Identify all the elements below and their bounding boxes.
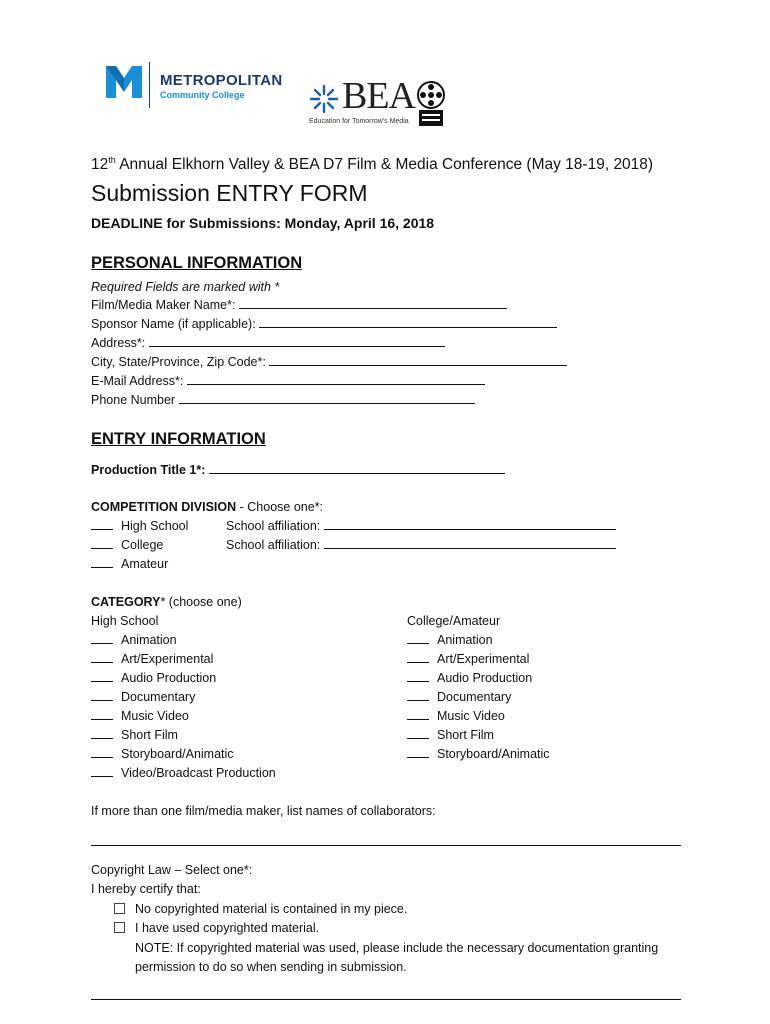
category-heading: CATEGORY [91, 595, 161, 609]
copyright-heading: Copyright Law – Select one*: [91, 863, 253, 877]
hs-affiliation[interactable] [226, 517, 616, 536]
field-label: E-Mail Address*: [91, 374, 187, 388]
option-label: Documentary [121, 690, 196, 704]
mcc-divider [149, 62, 150, 108]
conference-title-pre: 12 [91, 156, 109, 174]
field-blank[interactable] [259, 316, 557, 328]
hs-option[interactable] [91, 726, 178, 745]
hs-option[interactable] [91, 707, 189, 726]
hs-option[interactable] [91, 688, 195, 707]
field-maker-name[interactable] [91, 296, 507, 315]
field-email[interactable] [91, 372, 485, 391]
option-label: Audio Production [121, 671, 217, 685]
option-label: Short Film [121, 728, 178, 742]
field-blank[interactable] [179, 392, 475, 404]
ca-option[interactable] [407, 669, 532, 688]
option-blank[interactable] [407, 708, 429, 720]
option-label: Storyboard/Animatic [437, 747, 550, 761]
option-label: Storyboard/Animatic [121, 747, 234, 761]
division-option-amateur[interactable] [91, 555, 168, 574]
option-label: Art/Experimental [437, 652, 530, 666]
deadline: DEADLINE for Submissions: Monday, April 16, 2018 [91, 215, 435, 231]
mcc-logo [104, 62, 144, 105]
option-blank[interactable] [407, 632, 429, 644]
field-blank[interactable] [187, 373, 485, 385]
option-blank[interactable] [407, 670, 429, 682]
field-label: Phone Number [91, 393, 179, 407]
option-label: Art/Experimental [121, 652, 214, 666]
hs-option[interactable] [91, 631, 177, 650]
affiliation-blank[interactable] [324, 518, 616, 530]
affiliation-label: School affiliation: [226, 538, 324, 552]
copyright-option-used-material[interactable] [114, 919, 319, 938]
option-blank[interactable] [91, 632, 113, 644]
ca-option[interactable] [407, 688, 511, 707]
ca-option[interactable] [407, 707, 505, 726]
option-blank[interactable] [407, 689, 429, 701]
category-heading-row [91, 593, 242, 612]
mcc-name: METROPOLITAN [160, 72, 283, 89]
division-heading-row [91, 498, 323, 517]
option-blank[interactable] [407, 651, 429, 663]
field-label: City, State/Province, Zip Code*: [91, 355, 270, 369]
option-label: Amateur [121, 557, 169, 571]
copyright-note-1: NOTE: If copyrighted material was used, please include the necessary documentation granting [135, 941, 659, 955]
option-label: Music Video [437, 709, 505, 723]
option-blank[interactable] [91, 708, 113, 720]
field-blank[interactable] [209, 462, 505, 474]
signature-line[interactable] [91, 999, 681, 1000]
personal-heading: PERSONAL INFORMATION [91, 254, 303, 272]
bea-name: BEA [342, 75, 415, 117]
ca-option[interactable] [407, 631, 493, 650]
copyright-option-no-material[interactable] [114, 900, 407, 919]
option-blank[interactable] [91, 765, 113, 777]
option-blank[interactable] [91, 556, 113, 568]
option-label: Music Video [121, 709, 189, 723]
ca-option[interactable] [407, 726, 494, 745]
bea-logo-mark [307, 82, 341, 119]
option-blank[interactable] [91, 651, 113, 663]
hs-option[interactable] [91, 650, 213, 669]
field-blank[interactable] [149, 335, 445, 347]
mcc-sub: Community College [160, 90, 245, 100]
field-sponsor-name[interactable] [91, 315, 557, 334]
field-address[interactable] [91, 334, 445, 353]
option-label: High School [121, 519, 189, 533]
field-blank[interactable] [269, 354, 567, 366]
division-note: - Choose one*: [236, 500, 324, 514]
category-note: * (choose one) [160, 595, 242, 609]
hs-option[interactable] [91, 669, 216, 688]
required-note: Required Fields are marked with * [91, 280, 280, 294]
checkbox[interactable] [114, 922, 125, 933]
option-blank[interactable] [91, 689, 113, 701]
film-reel-logo [416, 80, 446, 131]
checkbox[interactable] [114, 903, 125, 914]
field-city-state-zip[interactable] [91, 353, 567, 372]
option-blank[interactable] [91, 537, 113, 549]
option-label: I have used copyrighted material. [135, 921, 320, 935]
collaborators-line[interactable] [91, 845, 681, 846]
affiliation-blank[interactable] [324, 537, 616, 549]
field-phone[interactable] [91, 391, 475, 410]
entry-heading: ENTRY INFORMATION [91, 430, 266, 448]
option-blank[interactable] [407, 727, 429, 739]
option-label: Audio Production [437, 671, 533, 685]
field-production-title[interactable] [91, 461, 505, 480]
hs-option[interactable] [91, 764, 276, 783]
option-label: Documentary [437, 690, 512, 704]
division-option-high-school[interactable] [91, 517, 188, 536]
option-blank[interactable] [91, 727, 113, 739]
option-label: Short Film [437, 728, 494, 742]
collaborators-label: If more than one film/media maker, list names of collaborators: [91, 804, 436, 818]
field-label: Production Title 1*: [91, 463, 209, 477]
option-label: Animation [121, 633, 177, 647]
option-label: Animation [437, 633, 493, 647]
hs-category-heading: High School [91, 614, 159, 628]
college-affiliation[interactable] [226, 536, 616, 555]
option-label: College [121, 538, 164, 552]
hs-option[interactable] [91, 745, 234, 764]
field-blank[interactable] [239, 297, 507, 309]
copyright-certify: I hereby certify that: [91, 882, 201, 896]
division-option-college[interactable] [91, 536, 163, 555]
option-blank[interactable] [91, 670, 113, 682]
mcc-logo-mark [104, 62, 144, 102]
affiliation-label: School affiliation: [226, 519, 324, 533]
form-title: Submission ENTRY FORM [91, 180, 368, 206]
conference-title-post: Annual Elkhorn Valley & BEA D7 Film & Media Conference (May 18-19, 2018) [115, 156, 654, 174]
ca-option[interactable] [407, 745, 550, 764]
copyright-note-2: permission to do so when sending in submission. [135, 960, 407, 974]
field-label: Sponsor Name (if applicable): [91, 317, 260, 331]
ca-category-heading: College/Amateur [407, 614, 501, 628]
option-blank[interactable] [407, 746, 429, 758]
option-blank[interactable] [91, 518, 113, 530]
option-blank[interactable] [91, 746, 113, 758]
conference-title [91, 155, 653, 174]
ca-option[interactable] [407, 650, 529, 669]
bea-tagline: Education for Tomorrow's Media [309, 118, 409, 125]
option-label: Video/Broadcast Production [121, 766, 276, 780]
field-label: Address*: [91, 336, 149, 350]
conference-title-sup: th [108, 155, 116, 165]
option-label: No copyrighted material is contained in my piece. [135, 902, 408, 916]
field-label: Film/Media Maker Name*: [91, 298, 239, 312]
division-heading: COMPETITION DIVISION [91, 500, 237, 514]
